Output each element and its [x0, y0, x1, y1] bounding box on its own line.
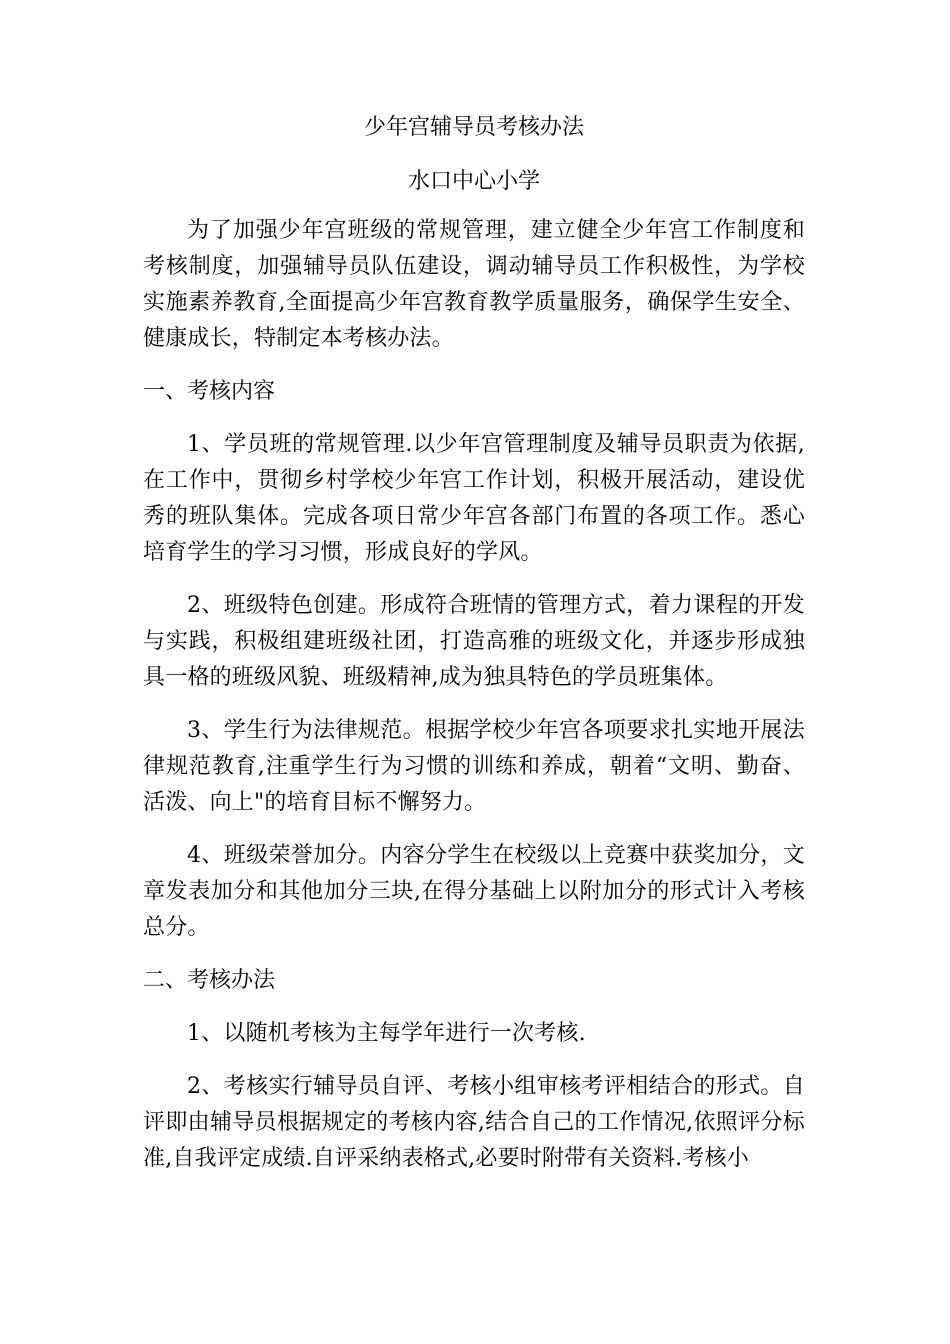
intro-paragraph: 为了加强少年宫班级的常规管理，建立健全少年宫工作制度和考核制度，加强辅导员队伍建设，调动辅导员工作积极性，为学校实施素养教育,全面提高少年宫教育教学质量服务，确保学生安全、健康成长，特制定本考核办法。 — [143, 218, 805, 351]
method-item-1: 1、以随机考核为主每学年进行一次考核. — [187, 1021, 586, 1046]
content-item-3: 3、学生行为法律规范。根据学校少年宫各项要求扎实地开展法律规范教育,注重学生行为习惯的训练和养成，朝着“文明、勤奋、活泼、向上"的培育目标不懈努力。 — [143, 718, 805, 815]
content-item-4: 4、班级荣誉加分。内容分学生在校级以上竞赛中获奖加分，文章发表加分和其他加分三块,在得分基础上以附加分的形式计入考核总分。 — [143, 843, 805, 940]
document-title: 少年宫辅导员考核办法 — [363, 115, 584, 140]
section-heading-content: 一、考核内容 — [143, 379, 276, 404]
document-body — [143, 113, 805, 1194]
document-subtitle: 水口中心小学 — [407, 169, 540, 194]
content-item-1: 1、学员班的常规管理.以少年宫管理制度及辅导员职责为依据,在工作中，贯彻乡村学校少年宫工作计划，积极开展活动，建设优秀的班队集体。完成各项日常少年宫各部门布置的各项工作。悉心培育学生的学习习惯，形成良好的学风。 — [143, 432, 805, 565]
method-item-2: 2、考核实行辅导员自评、考核小组审核考评相结合的形式。自评即由辅导员根据规定的考核内容,结合自己的工作情况,依照评分标准,自我评定成绩.自评采纳表格式,必要时附带有关资料.考核小 — [143, 1074, 805, 1171]
content-item-2: 2、班级特色创建。形成符合班情的管理方式，着力课程的开发与实践，积极组建班级社团，打造高雅的班级文化，并逐步形成独具一格的班级风貌、班级精神,成为独具特色的学员班集体。 — [143, 593, 805, 690]
section-heading-method: 二、考核办法 — [143, 968, 276, 993]
